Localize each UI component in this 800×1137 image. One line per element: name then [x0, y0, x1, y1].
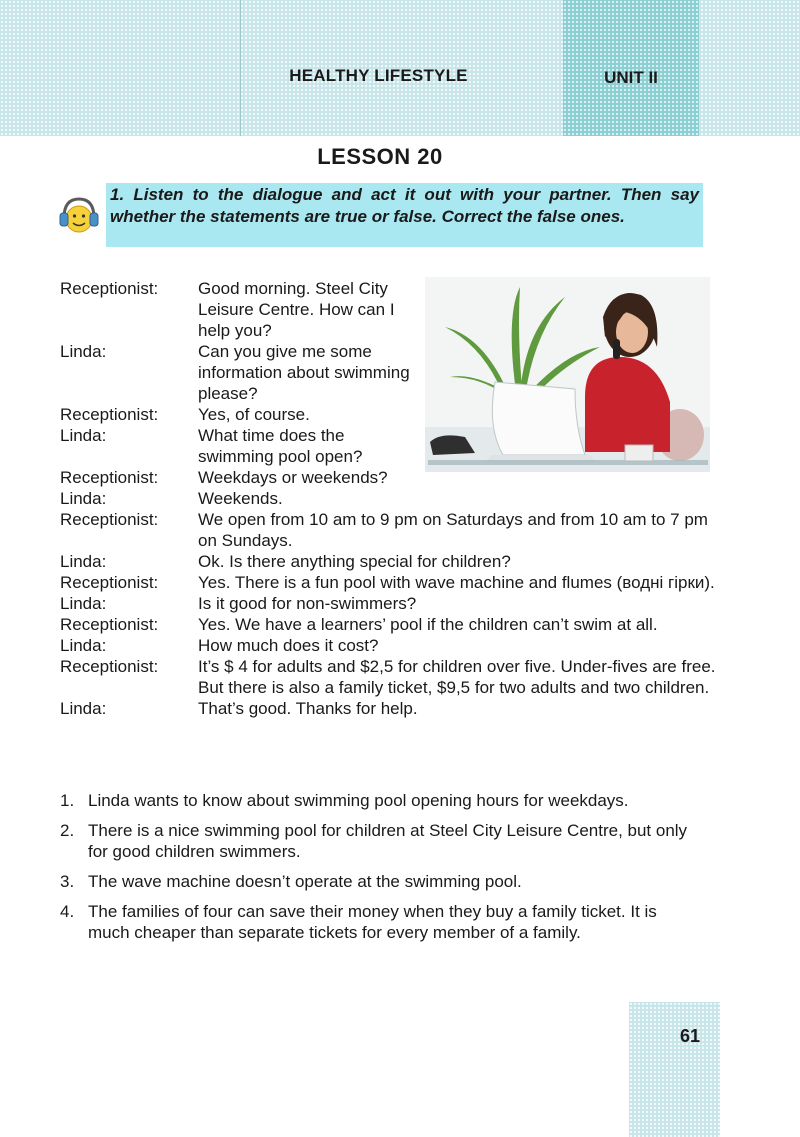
speech: That’s good. Thanks for help.: [198, 699, 418, 718]
statement-text: There is a nice swimming pool for children at Steel City Leisure Centre, but only for good children swimmers.: [88, 821, 688, 861]
dialogue-line: [60, 593, 720, 614]
dialogue-line: [60, 278, 720, 341]
speaker: Linda:: [60, 552, 107, 571]
speaker: Receptionist:: [60, 405, 159, 424]
dialogue-line: [60, 509, 720, 551]
speech: Good morning. Steel City Leisure Centre. How can I help you?: [198, 279, 395, 340]
speech: How much does it cost?: [198, 636, 379, 655]
speech: Yes, of course.: [198, 405, 310, 424]
speaker: Receptionist:: [60, 510, 159, 529]
statement-text: The wave machine doesn’t operate at the swimming pool.: [88, 872, 522, 891]
speech: What time does the swimming pool open?: [198, 426, 363, 466]
speaker: Receptionist:: [60, 279, 159, 298]
dialogue-line: [60, 467, 720, 488]
speaker: Linda:: [60, 426, 107, 445]
speaker: Receptionist:: [60, 468, 159, 487]
speech: Ok. Is there anything special for children?: [198, 552, 511, 571]
headphones-icon: [58, 194, 100, 236]
statement: [60, 820, 700, 862]
dialogue-line: [60, 635, 720, 656]
statement: [60, 790, 700, 811]
statement-text: The families of four can save their money when they buy a family ticket. It is much cheaper than separate tickets for every member of a family.: [88, 902, 657, 942]
dialogue-line: [60, 698, 720, 719]
speaker: Linda:: [60, 636, 107, 655]
speech: Yes. We have a learners’ pool if the children can’t swim at all.: [198, 615, 658, 634]
speaker: Receptionist:: [60, 615, 159, 634]
section-title: HEALTHY LIFESTYLE: [289, 66, 468, 85]
speech: Is it good for non-swimmers?: [198, 594, 417, 613]
dialogue-line: [60, 341, 720, 404]
speaker: Linda:: [60, 699, 107, 718]
statement-number: 4.: [60, 902, 75, 921]
speaker: Linda:: [60, 489, 107, 508]
speaker: Receptionist:: [60, 573, 159, 592]
dialogue: [60, 278, 720, 719]
speaker: Receptionist:: [60, 657, 159, 676]
statement: [60, 871, 700, 892]
speaker: Linda:: [60, 342, 107, 361]
speech: Weekends.: [198, 489, 283, 508]
speech: Weekdays or weekends?: [198, 468, 388, 487]
statement-number: 2.: [60, 821, 75, 840]
lesson-title: LESSON 20: [317, 144, 443, 169]
speech: Yes. There is a fun pool with wave machine and flumes (водні гірки).: [198, 573, 715, 592]
speech: It’s $ 4 for adults and $2,5 for children over five. Under-fives are free. But there is also a family ticket, $9,5 for two adults and two children.: [198, 657, 716, 697]
statement-number: 3.: [60, 872, 75, 891]
page-number: 61: [679, 1026, 700, 1046]
dialogue-line: [60, 488, 720, 509]
dialogue-line: [60, 551, 720, 572]
dialogue-line: [60, 614, 720, 635]
speaker: Linda:: [60, 594, 107, 613]
dialogue-line: [60, 572, 720, 593]
dialogue-line: [60, 404, 720, 425]
statements-list: [60, 790, 700, 952]
statement-number: 1.: [60, 791, 75, 810]
statement: [60, 901, 700, 943]
speech: Can you give me some information about swimming please?: [198, 342, 410, 403]
speech: We open from 10 am to 9 pm on Saturdays and from 10 am to 7 pm on Sundays.: [198, 510, 708, 550]
page-number-block: [629, 1002, 720, 1137]
statement-text: Linda wants to know about swimming pool opening hours for weekdays.: [88, 791, 629, 810]
task-instruction: 1. Listen to the dialogue and act it out with your partner. Then say whether the statements are true or false. Correct the false ones.: [106, 183, 703, 247]
dialogue-line: [60, 656, 720, 698]
dialogue-line: [60, 425, 720, 467]
unit-label: UNIT II: [604, 68, 658, 87]
